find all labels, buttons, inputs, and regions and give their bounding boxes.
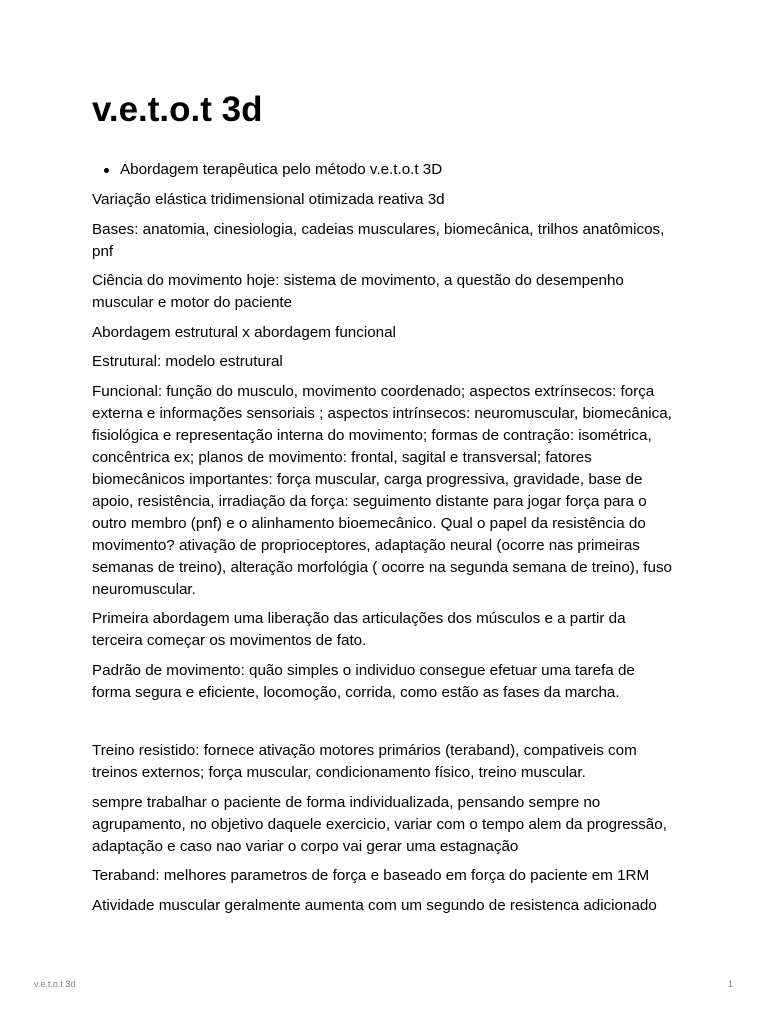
paragraph-bases: Bases: anatomia, cinesiologia, cadeias musculares, biomecânica, trilhos anatômicos, pnf [92, 220, 665, 260]
document-body [92, 159, 676, 924]
page-title: v.e.t.o.t 3d [92, 90, 263, 129]
bullet-item [92, 159, 676, 181]
bullet-text: Abordagem terapêutica pelo método v.e.t.o.t 3D [120, 161, 443, 178]
paragraph-muscle-activity: Atividade muscular geralmente aumenta com um segundo de resistenca adicionado [92, 896, 657, 914]
footer-title: v.e.t.o.t 3d [34, 979, 76, 989]
paragraph-functional: Funcional: função do musculo, movimento coordenado; aspectos extrínsecos: força externa e informações sensoriais ; aspectos intrínsecos: neuromuscular, biomecânica, fisiológica e representação interna do movimento; formas de contração: isométrica, concêntrica ex; planos de movimento: frontal, sagital e transversal; fatores biomecânicos importantes: força muscular, carga progressiva, gravidade, base de apoio, resistência, irradiação da força: seguimento distante para jogar força para o outro membro (pnf) e o alinhamento bioemecânico. Qual o papel da resistência do movimento? ativação de proprioceptores, adaptação neural (ocorre nas primeiras semanas de treino), alteração morfológia ( ocorre na segunda semana de treino), fuso neuromuscular. [92, 382, 672, 598]
paragraph-definition: Variação elástica tridimensional otimizada reativa 3d [92, 191, 445, 208]
paragraph-structural: Estrutural: modelo estrutural [92, 353, 283, 370]
paragraph-approaches: Abordagem estrutural x abordagem funcional [92, 323, 396, 341]
paragraph-movement-pattern: Padrão de movimento: quão simples o individuo consegue efetuar uma tarefa de forma segura e eficiente, locomoção, corrida, como estão as fases da marcha. [92, 661, 635, 701]
bullet-list [92, 159, 676, 181]
paragraph-teraband: Teraband: melhores parametros de força e baseado em força do paciente em 1RM [92, 867, 650, 884]
page-number: 1 [727, 979, 733, 989]
paragraph-science: Ciência do movimento hoje: sistema de movimento, a questão do desempenho muscular e motor do paciente [92, 272, 624, 311]
paragraph-individualized: sempre trabalhar o paciente de forma individualizada, pensando sempre no agrupamento, no objetivo daquele exercicio, variar com o tempo alem da progressão, adaptação e caso nao variar o corpo vai gerar uma estagnação [92, 793, 667, 855]
paragraph-first-approach: Primeira abordagem uma liberação das articulações dos músculos e a partir da terceira começar os movimentos de fato. [92, 610, 626, 649]
bullet-dot-icon [104, 168, 109, 173]
blank-line [92, 711, 676, 740]
paragraph-resisted-training: Treino resistido: fornece ativação motores primários (teraband), compativeis com treinos externos; força muscular, condicionamento físico, treino muscular. [92, 742, 637, 781]
